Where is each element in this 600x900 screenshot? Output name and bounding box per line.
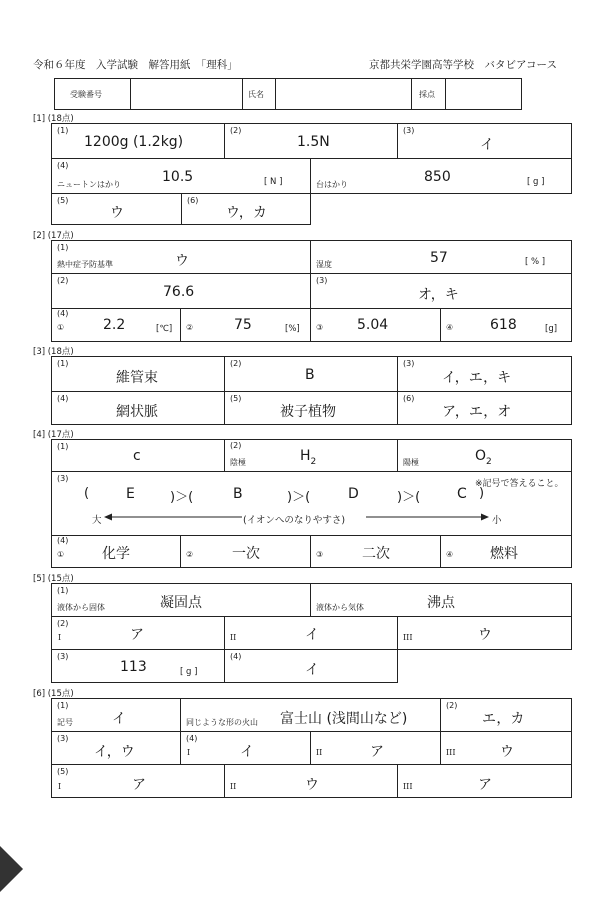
s4-q4-answer-3: 二次: [362, 546, 390, 562]
s6-q3-number: (3): [57, 734, 69, 743]
s5-q3-unit: [ g ]: [180, 667, 198, 677]
s2-q3-answer: オ，キ: [418, 287, 459, 303]
s2-q4-answer-2: 75: [234, 317, 252, 333]
s1-q6-answer: ウ，カ: [226, 205, 267, 221]
s4-q3-close: ): [479, 486, 485, 501]
s2-q1-label-a: 熱中症予防基準: [57, 260, 113, 269]
s1-q2-number: (2): [230, 126, 242, 135]
name-label: 氏名: [248, 90, 264, 99]
exam-number-field[interactable]: [131, 79, 241, 109]
s4-q3-sep-3: )＞(: [397, 490, 421, 505]
s2-q4-mark-1: ①: [57, 323, 65, 332]
s3-q5-answer: 被子植物: [280, 404, 336, 420]
s4-q3-note: ※記号で答えること。: [475, 479, 564, 489]
s5-q3-answer: 113: [120, 659, 147, 675]
corner-mark: [0, 845, 23, 893]
s1-q4-unit-b: [ g ]: [527, 177, 545, 187]
s2-q2-answer: 76.6: [163, 284, 195, 300]
s1-q4-label-a: ニュートンはかり: [57, 180, 121, 189]
s4-q4-answer-4: 燃料: [490, 546, 518, 562]
s2-q4-answer-1: 2.2: [103, 317, 126, 333]
s5-q1-label-a: 液体から固体: [57, 603, 105, 612]
s4-q4-answer-1: 化学: [102, 546, 130, 562]
s6-q4-answer-3: ウ: [500, 744, 514, 760]
s4-q1-number: (1): [57, 442, 69, 451]
s1-q4-label-b: 台はかり: [316, 180, 348, 189]
s4-q3-caption: (イオンへのなりやすさ): [243, 515, 346, 526]
s5-q1-number: (1): [57, 586, 69, 595]
s6-q5-answer-1: ア: [132, 777, 146, 793]
sheet-title: 令和６年度 入学試験 解答用紙 「理科」: [33, 59, 238, 71]
s3-q3-number: (3): [403, 359, 415, 368]
s6-q4-answer-1: イ: [240, 744, 254, 760]
s3-q3-answer: イ，エ，キ: [442, 370, 512, 386]
s6-q2-number: (2): [446, 701, 458, 710]
s2-q1-number: (1): [57, 243, 69, 252]
s2-q4-unit-2: [%]: [285, 324, 300, 334]
exam-number-label: 受験番号: [70, 90, 102, 99]
section-3-title: [3] (18点): [33, 347, 74, 357]
s2-q3-number: (3): [316, 276, 328, 285]
s6-q5-number: (5): [57, 767, 69, 776]
s1-q3-answer: イ: [480, 137, 494, 153]
score-field[interactable]: [446, 79, 521, 109]
s1-q4-number: (4): [57, 161, 69, 170]
name-field[interactable]: [276, 79, 410, 109]
s2-q4-answer-4: 618: [490, 317, 517, 333]
s4-q3-answer-1: E: [126, 486, 135, 502]
s5-q4-number: (4): [230, 652, 242, 661]
s6-q4-roman-3: III: [446, 748, 456, 757]
s3-q2-answer: B: [305, 367, 315, 383]
s2-q2-number: (2): [57, 276, 69, 285]
s4-q3-sep-2: )＞(: [287, 490, 311, 505]
section-6-title: [6] (15点): [33, 689, 74, 699]
ionization-arrow-right-head: [481, 514, 489, 521]
s4-q4-mark-2: ②: [186, 550, 194, 559]
ionization-arrow-left-head: [104, 514, 112, 521]
s6-q5-roman-1: I: [58, 782, 62, 791]
s1-q6-number: (6): [187, 196, 199, 205]
s4-q4-answer-2: 一次: [232, 546, 260, 562]
s4-q3-small-label: 小: [492, 515, 502, 526]
s2-q4-unit-1: [℃]: [156, 324, 173, 334]
s4-q3-number: (3): [57, 474, 69, 483]
s4-q3-sep-1: )＞(: [170, 490, 194, 505]
s6-q5-roman-3: III: [403, 782, 413, 791]
section-4-title: [4] (17点): [33, 430, 74, 440]
section-2-title: [2] (17点): [33, 231, 74, 241]
s4-q3-answer-2: B: [233, 486, 243, 502]
s6-q4-answer-2: ア: [370, 744, 384, 760]
s2-q4-answer-3: 5.04: [357, 317, 389, 333]
s5-q2-roman-1: I: [58, 633, 62, 642]
s3-q2-number: (2): [230, 359, 242, 368]
s3-q1-number: (1): [57, 359, 69, 368]
s1-q5-answer: ウ: [110, 205, 124, 221]
s2-q4-mark-4: ④: [446, 323, 454, 332]
s3-q5-number: (5): [230, 394, 242, 403]
s2-q1-label-b: 湿度: [316, 260, 332, 269]
score-label: 採点: [419, 90, 435, 99]
s3-q4-answer: 網状脈: [116, 404, 158, 420]
s4-q3-large-label: 大: [92, 515, 102, 526]
s5-q2-answer-2: イ: [305, 627, 319, 643]
s5-q1-answer-b: 沸点: [427, 595, 455, 611]
school-name: 京都共栄学園高等学校 バタビアコース: [369, 59, 557, 71]
s2-q1-answer-b: 57: [430, 250, 448, 266]
s4-q2-label-a: 陰極: [230, 458, 246, 467]
s1-q4-answer-a: 10.5: [162, 169, 194, 185]
s2-q1-unit-b: [ % ]: [525, 257, 546, 267]
s1-q2-answer: 1.5N: [297, 134, 330, 150]
s4-q2-answer-a: $H_2$: [300, 448, 317, 467]
s4-q2-number: (2): [230, 441, 242, 450]
s6-q5-answer-3: ア: [478, 777, 492, 793]
s3-q1-answer: 維管束: [116, 370, 158, 386]
s1-q3-number: (3): [403, 126, 415, 135]
s4-q4-mark-4: ④: [446, 550, 454, 559]
s6-q1-label-b: 同じような形の火山: [186, 718, 258, 727]
s1-q5-number: (5): [57, 196, 69, 205]
s5-q2-number: (2): [57, 619, 69, 628]
s1-row2: [51, 158, 572, 194]
s3-q6-number: (6): [403, 394, 415, 403]
s6-q1-answer-a: イ: [112, 711, 126, 727]
s2-q4-mark-3: ③: [316, 323, 324, 332]
s6-q1-number: (1): [57, 701, 69, 710]
s3-q4-number: (4): [57, 394, 69, 403]
s2-q1-answer-a: ウ: [175, 253, 189, 269]
s6-q4-roman-1: I: [187, 748, 191, 757]
s1-q1-number: (1): [57, 126, 69, 135]
s4-q4-mark-1: ①: [57, 550, 65, 559]
s6-q1-label-a: 記号: [57, 718, 73, 727]
s6-q1-answer-b: 富士山 (浅間山など): [280, 711, 408, 727]
s5-q2-answer-1: ア: [130, 627, 144, 643]
s6-q4-roman-2: II: [316, 748, 323, 757]
s5-q2-answer-3: ウ: [478, 627, 492, 643]
s2-q4-number: (4): [57, 309, 69, 318]
s4-q3-answer-4: C: [457, 486, 467, 502]
s4-q1-answer: c: [133, 448, 141, 464]
s6-q4-number: (4): [186, 734, 198, 743]
s6-q3-answer: イ，ウ: [94, 744, 135, 760]
s2-q4-unit-4: [g]: [545, 324, 558, 334]
s5-q2-roman-2: II: [230, 633, 237, 642]
s3-q6-answer: ア，エ，オ: [442, 404, 512, 420]
s2-row2: [51, 273, 572, 309]
s4-q3-answer-3: D: [348, 486, 359, 502]
s5-q3-number: (3): [57, 652, 69, 661]
s2-row1: [51, 240, 572, 274]
s6-q5-answer-2: ウ: [305, 777, 319, 793]
section-1-title: [1] (18点): [33, 114, 74, 124]
s5-q4-answer: イ: [305, 662, 319, 678]
s4-q4-mark-3: ③: [316, 550, 324, 559]
s1-q4-unit-a: [ N ]: [264, 177, 283, 187]
s5-row1: [51, 583, 572, 617]
s5-q2-roman-3: III: [403, 633, 413, 642]
s2-q4-mark-2: ②: [186, 323, 194, 332]
s5-q1-answer-a: 凝固点: [160, 595, 202, 611]
s4-q4-number: (4): [57, 536, 69, 545]
s4-q2-label-b: 陽極: [403, 458, 419, 467]
s4-q2-answer-b: $O_2$: [475, 448, 492, 467]
s6-q2-answer: エ，カ: [482, 711, 525, 727]
s1-q1-answer: 1200g (1.2kg): [84, 134, 184, 150]
s1-q4-answer-b: 850: [424, 169, 451, 185]
s4-q3-open: (: [84, 486, 90, 501]
section-5-title: [5] (15点): [33, 574, 74, 584]
s5-q1-label-b: 液体から気体: [316, 603, 364, 612]
s6-q5-roman-2: II: [230, 782, 237, 791]
